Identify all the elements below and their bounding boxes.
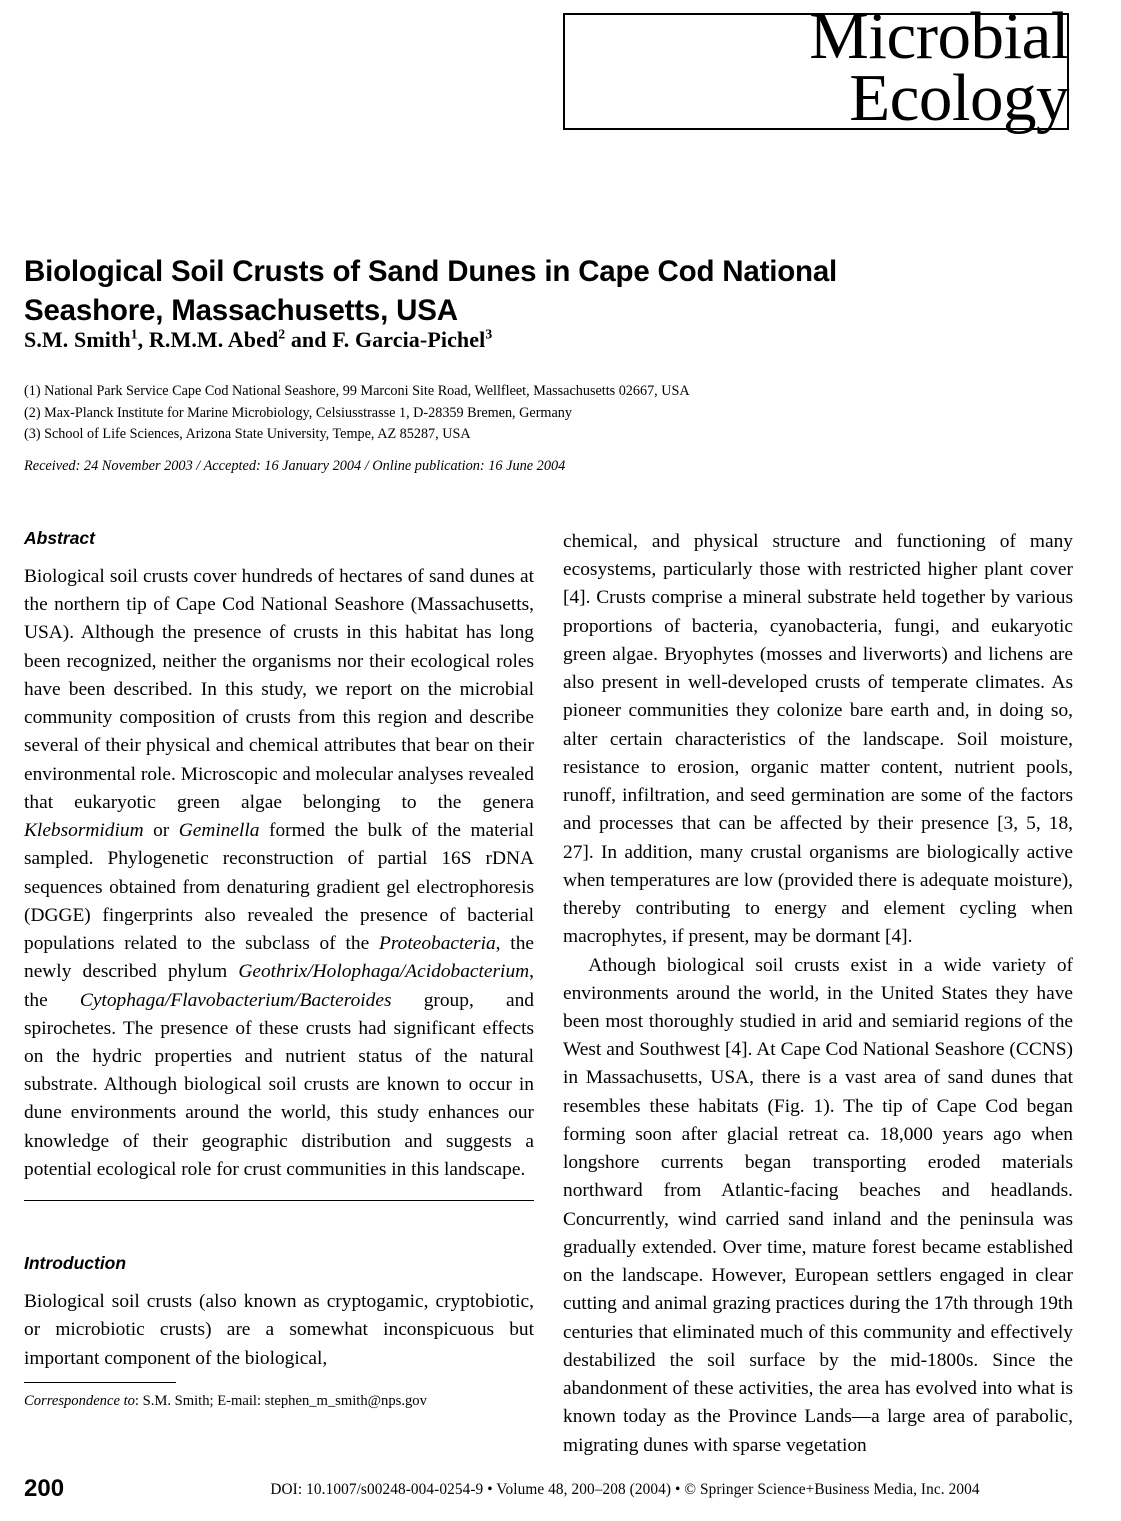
abstract-fragment: group, and spirochetes. The presence of these crusts had significant effects on the hydric properties and nutrient status of the natural substrate. Although biological soil crusts are known to occur in dune environments around the world, this study enhances our knowledge of their geographic distribution and suggests a potential ecological role for crust communities in this landscape.	[24, 989, 534, 1180]
taxon-klebsormidium: Klebsormidium	[24, 820, 144, 842]
introduction-heading: Introduction	[24, 1253, 127, 1274]
correspondence-value: : S.M. Smith; E-mail: stephen_m_smith@nps.gov	[134, 1393, 427, 1409]
introduction-paragraph: chemical, and physical structure and functioning of many ecosystems, particularly those with restricted higher plant cover [4]. Crusts comprise a mineral substrate held together by various proportions of bacteria, cyanobacteria, fungi, and eukaryotic green algae. Bryophytes (mosses and liverworts) and lichens are also present in well-developed crusts of temperate climates. As pioneer communities they colonize bare earth and, in doing so, alter certain characteristics of the landscape. Soil moisture, resistance to erosion, organic matter content, nutrient pools, runoff, infiltration, and seed germination are some of the factors and processes that can be affected by their presence [3, 5, 18, 27]. In addition, many crustal organisms are biologically active when temperatures are low (provided there is adequate moisture), thereby contributing to energy and element cycling when macrophytes, if present, may be dormant [4].	[563, 531, 1073, 948]
correspondence-label: Correspondence to	[24, 1393, 135, 1409]
author-separator-1: ,	[137, 327, 149, 352]
abstract-fragment: , the	[24, 961, 534, 1011]
correspondence-footnote	[24, 1382, 534, 1411]
abstract-text	[24, 563, 534, 1184]
left-column	[24, 528, 534, 1373]
journal-name-line1: Microbial	[809, 0, 1069, 73]
author-3-affiliation-marker: 3	[485, 326, 493, 342]
author-2-name: R.M.M. Abed	[148, 327, 279, 352]
affiliation-item: (2) Max-Planck Institute for Marine Microbiology, Celsiusstrasse 1, D-28359 Bremen, Germany	[24, 404, 572, 421]
abstract-fragment: formed the bulk of the material sampled. Phylogenetic reconstruction of partial 16S rDNA sequences obtained from denaturing gradient gel electrophoresis (DGGE) fingerprints also revealed the presence of bacterial populations related to the subclass of the	[24, 820, 534, 955]
introduction-block	[24, 1253, 534, 1373]
introduction-paragraph: Biological soil crusts (also known as cryptogamic, cryptobiotic, or microbiotic crusts) are a somewhat inconspicuous but important component of the biological,	[24, 1291, 534, 1369]
author-2-affiliation-marker: 2	[278, 326, 286, 342]
abstract-heading: Abstract	[24, 528, 95, 548]
author-list	[24, 327, 984, 353]
page-number: 200	[24, 1475, 65, 1502]
abstract-divider	[24, 1200, 534, 1201]
taxon-proteobacteria: Proteobacteria	[378, 933, 496, 955]
abstract-fragment: , the newly described phylum	[24, 933, 534, 983]
author-3-name: F. Garcia-Pichel	[332, 327, 486, 352]
journal-logo-text	[563, 0, 1073, 135]
affiliation-item: (1) National Park Service Cape Cod National Seashore, 99 Marconi Site Road, Wellfleet, Massachusetts 02667, USA	[24, 383, 690, 399]
introduction-paragraph: Athough biological soil crusts exist in a wide variety of environments around the world, in the United States they have been most thoroughly studied in arid and semiarid regions of the West and Southwest [4]. At Cape Cod National Seashore (CCNS) in Massachusetts, USA, there is a vast area of sand dunes that resembles these habitats (Fig. 1). The tip of Cape Cod began forming soon after glacial retreat ca. 18,000 years ago when longshore currents began transporting eroded materials northward from Atlantic-facing beaches and headlands. Concurrently, wind carried sand inland and the peninsula was gradually extended. Over time, mature forest became established on the landscape. However, European settlers engaged in clear cutting and animal grazing practices during the 17th through 19th centuries that eliminated much of this community and effectively destabilized the soil surface by the mid-1800s. Since the abandonment of these activities, the area has evolved into what is known today as the Province Lands—a large area of parabolic, migrating dunes with sparse vegetation	[563, 954, 1073, 1456]
affiliation-list	[24, 381, 924, 446]
publication-dates: Received: 24 November 2003 / Accepted: 16 January 2004 / Online publication: 16 June 2004	[24, 458, 566, 474]
journal-name-line2: Ecology	[849, 60, 1069, 135]
author-1-affiliation-marker: 1	[130, 326, 138, 342]
author-separator-2: and	[285, 327, 333, 352]
abstract-fragment: Biological soil crusts cover hundreds of hectares of sand dunes at the northern tip of Cape Cod National Seashore (Massachusetts, USA). Although the presence of crusts in this habitat has long been recognized, neither the organisms nor their ecological roles have been described. In this study, we report on the microbial community composition of crusts from this region and describe several of their physical and chemical attributes that bear on their environmental role. Microscopic and molecular analyses revealed that eukaryotic green algae belonging to the genera	[24, 566, 534, 813]
affiliation-item: (3) School of Life Sciences, Arizona State University, Tempe, AZ 85287, USA	[24, 426, 471, 443]
correspondence-text	[24, 1391, 534, 1411]
footnote-divider	[24, 1382, 176, 1383]
abstract-fragment: or	[143, 820, 179, 842]
taxon-cytophaga-group: Cytophaga/Flavobacterium/Bacteroides	[79, 989, 392, 1011]
taxon-geothrix-group: Geothrix/Holophaga/Acidobacterium	[238, 961, 530, 983]
footer-citation-info: DOI: 10.1007/s00248-004-0254-9 • Volume 48, 200–208 (2004) • © Springer Science+Business Media, Inc. 2004	[270, 1481, 980, 1498]
taxon-geminella: Geminella	[178, 820, 260, 842]
right-column	[563, 528, 1073, 1460]
page-title: Biological Soil Crusts of Sand Dunes in Cape Cod National Seashore, Massachusetts, USA	[24, 254, 838, 327]
author-1-name: S.M. Smith	[24, 327, 131, 352]
